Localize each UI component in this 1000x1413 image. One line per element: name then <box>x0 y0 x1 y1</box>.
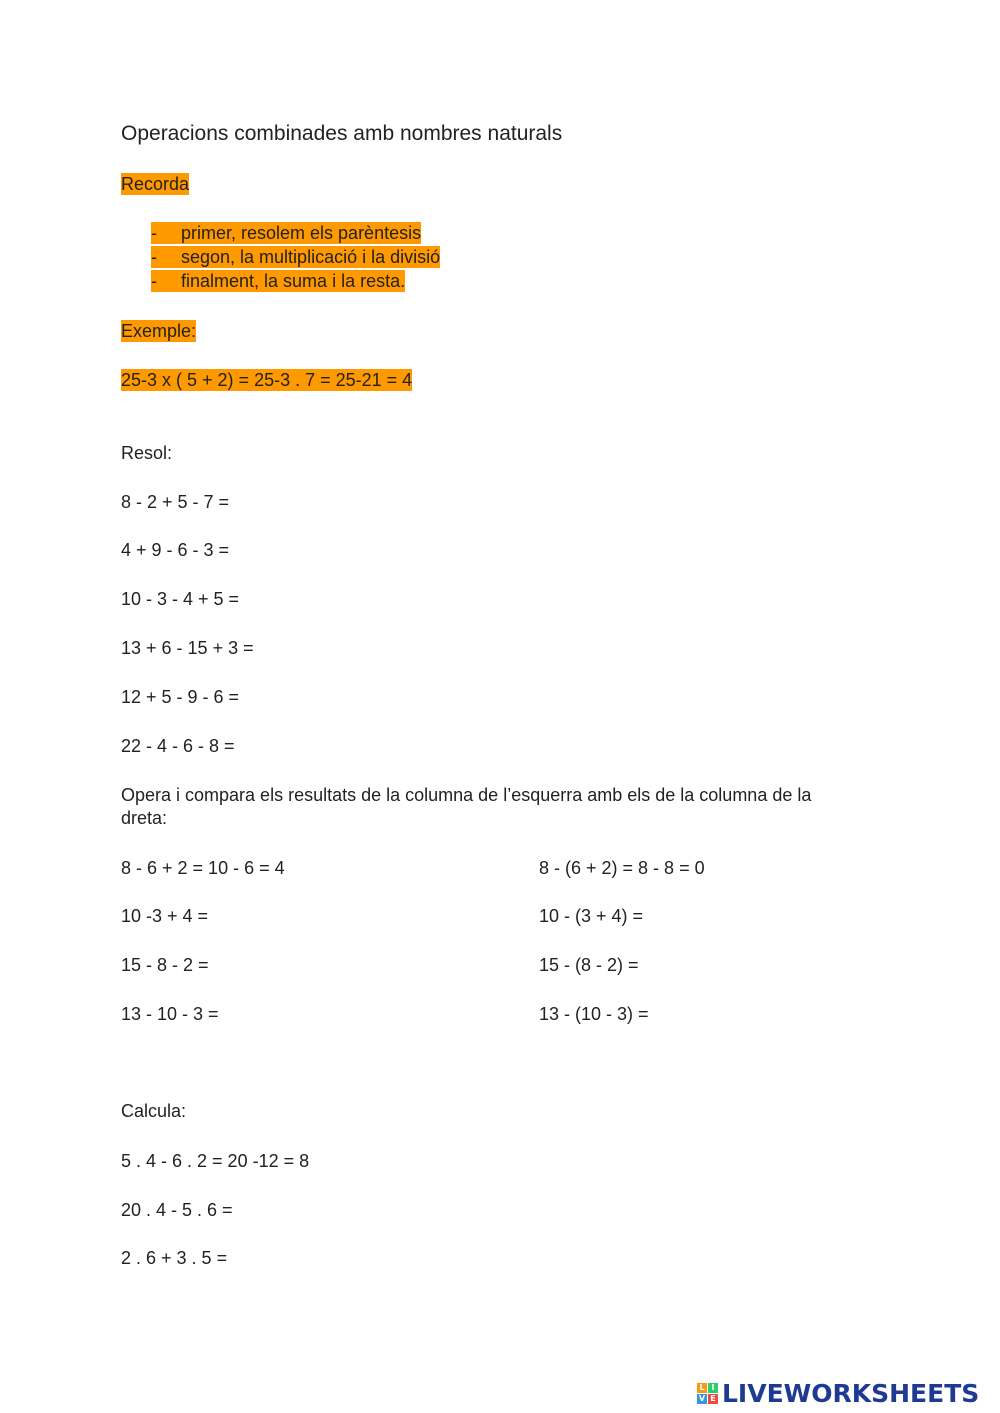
logo-icon-tile: V <box>698 1393 706 1403</box>
exemple-label: Exemple: <box>121 321 197 341</box>
exercise-left: 8 - 6 + 2 = 10 - 6 = 4 <box>121 858 285 878</box>
exercise: 8 - 2 + 5 - 7 = <box>121 492 230 512</box>
dash-marker: - <box>151 247 157 267</box>
exercise: 22 - 4 - 6 - 8 = <box>121 736 235 756</box>
logo-icon-tile: I <box>708 1383 718 1393</box>
logo-icon-tile: E <box>708 1394 718 1404</box>
exercise: 4 + 9 - 6 - 3 = <box>121 540 230 560</box>
exercise-left: 10 -3 + 4 = <box>121 906 209 926</box>
dash-marker: - <box>151 223 157 243</box>
list-item <box>151 246 440 268</box>
resol-label: Resol: <box>121 443 173 463</box>
dash-marker: - <box>151 271 157 291</box>
liveworksheets-logo-icon <box>697 1383 718 1404</box>
logo-icon-tile: L <box>697 1383 707 1393</box>
exercise-right: 15 - (8 - 2) = <box>539 955 639 975</box>
logo-text: LIVEWORKSHEETS <box>722 1378 980 1408</box>
exemple-expression: 25-3 x ( 5 + 2) = 25-3 . 7 = 25-21 = 4 <box>121 370 413 390</box>
page-title: Operacions combinades amb nombres naturals <box>121 122 563 145</box>
calcula-label: Calcula: <box>121 1101 187 1121</box>
exercise-right: 8 - (6 + 2) = 8 - 8 = 0 <box>539 858 705 878</box>
list-item-text: finalment, la suma i la resta. <box>181 271 406 291</box>
exercise-left: 15 - 8 - 2 = <box>121 955 209 975</box>
exercise-right: 10 - (3 + 4) = <box>539 906 644 926</box>
opera-instruction: Opera i compara els resultats de la columna de l’esquerra amb els de la columna de la dreta: <box>121 785 812 828</box>
exercise: 12 + 5 - 9 - 6 = <box>121 687 240 707</box>
exercise-right: 13 - (10 - 3) = <box>539 1004 649 1024</box>
exercise: 20 . 4 - 5 . 6 = <box>121 1200 233 1220</box>
exercise: 5 . 4 - 6 . 2 = 20 -12 = 8 <box>121 1151 310 1171</box>
exercise-left: 13 - 10 - 3 = <box>121 1004 219 1024</box>
exercise: 10 - 3 - 4 + 5 = <box>121 589 240 609</box>
recorda-label: Recorda <box>121 174 190 194</box>
list-item-text: primer, resolem els parèntesis <box>181 223 422 243</box>
list-item <box>151 270 405 292</box>
list-item <box>151 222 421 244</box>
liveworksheets-logo <box>697 1378 979 1408</box>
exercise: 2 . 6 + 3 . 5 = <box>121 1248 228 1268</box>
exercise: 13 + 6 - 15 + 3 = <box>121 638 254 658</box>
list-item-text: segon, la multiplicació i la divisió <box>181 247 441 267</box>
